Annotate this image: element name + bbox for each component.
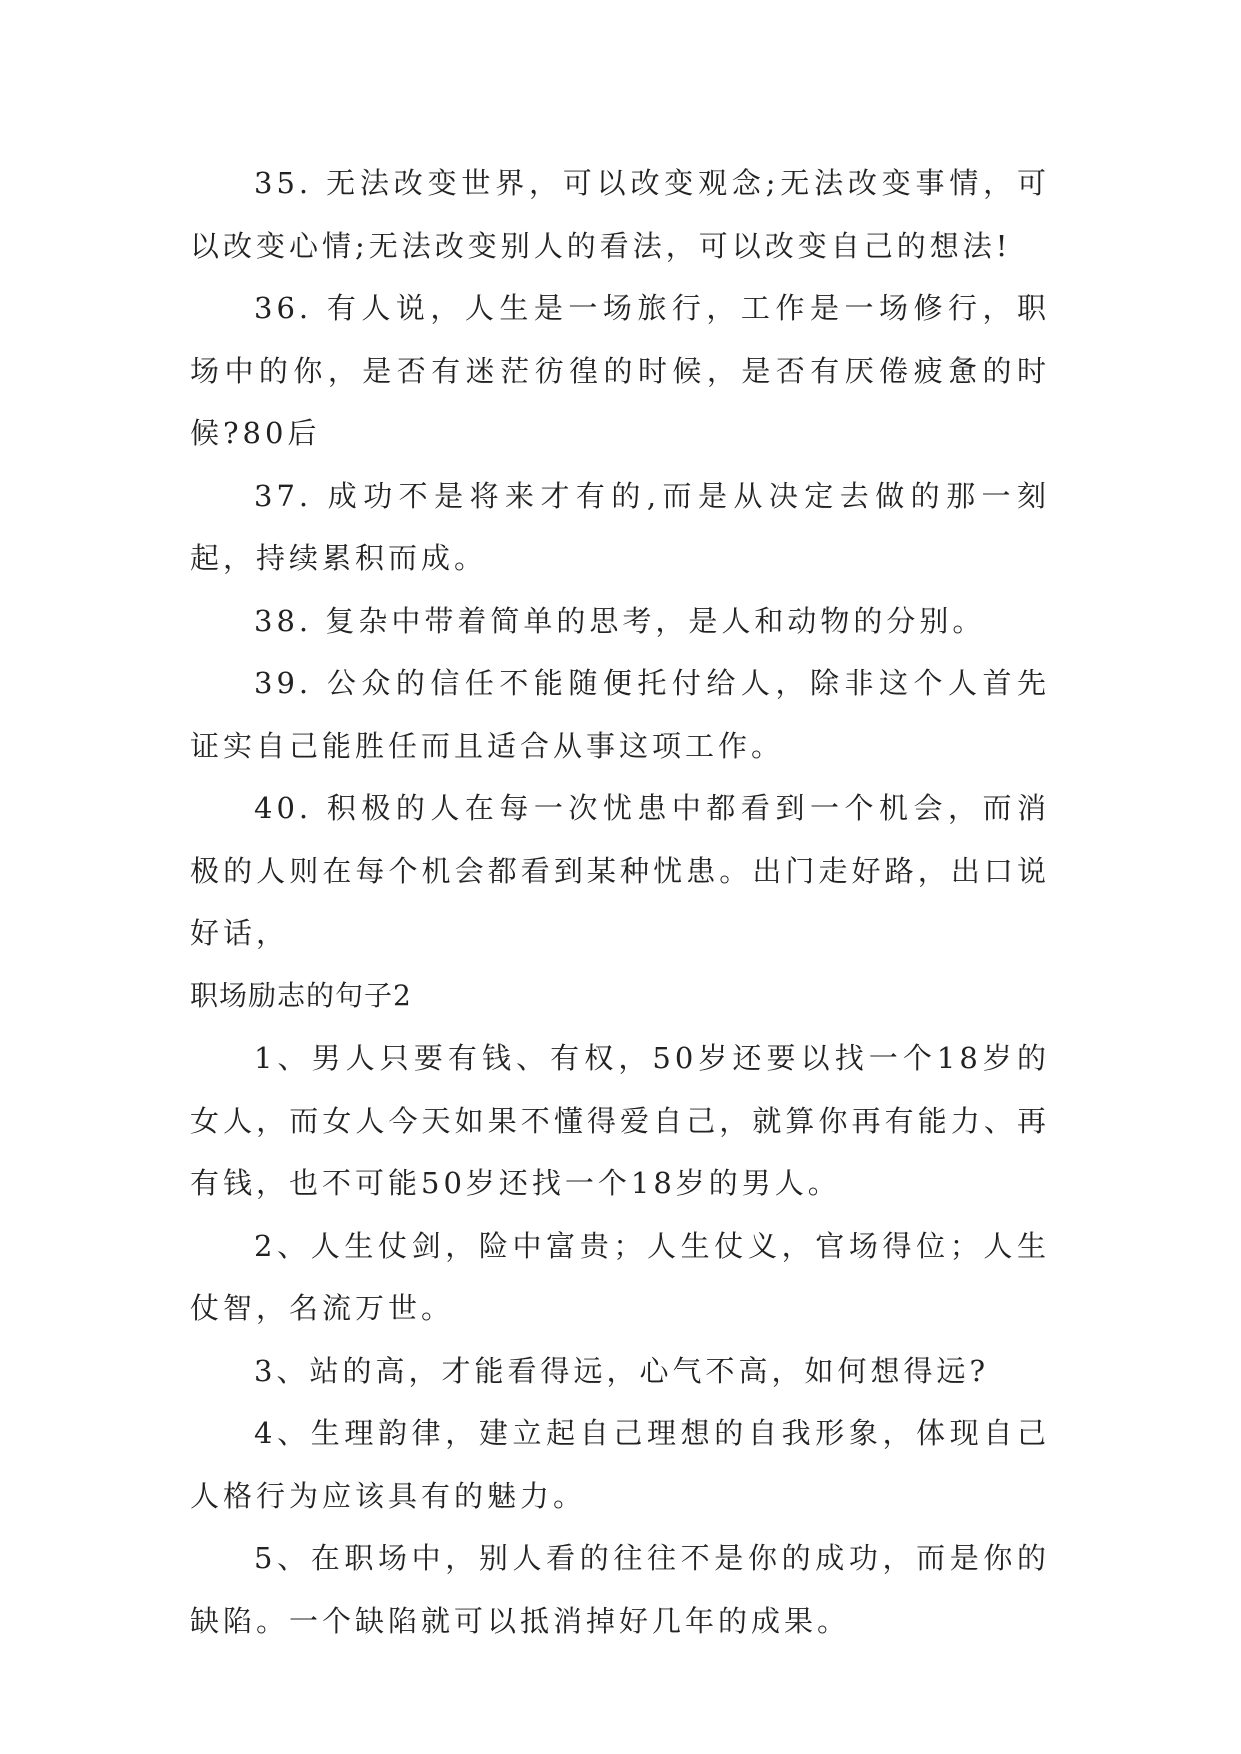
paragraph-35: 35. 无法改变世界，可以改变观念;无法改变事情，可以改变心情;无法改变别人的看法，可以改变自己的想法! (190, 166, 1050, 263)
paragraph-39: 39. 公众的信任不能随便托付给人，除非这个人首先证实自己能胜任而且适合从事这项工作。 (190, 666, 1050, 763)
paragraph-37: 37. 成功不是将来才有的,而是从决定去做的那一刻起，持续累积而成。 (190, 478, 1050, 575)
section-heading: 职场励志的句子2 (190, 978, 412, 1012)
paragraph-3: 3、站的高，才能看得远，心气不高，如何想得远? (254, 1353, 989, 1388)
paragraph-38: 38. 复杂中带着简单的思考，是人和动物的分别。 (254, 603, 986, 638)
document-page (190, 152, 1050, 1652)
paragraph-2: 2、人生仗剑，险中富贵；人生仗义，官场得位；人生仗智，名流万世。 (190, 1228, 1050, 1325)
paragraph-40: 40. 积极的人在每一次忧患中都看到一个机会，而消极的人则在每个机会都看到某种忧患。出门走好路，出口说好话， (190, 791, 1050, 950)
paragraph-5: 5、在职场中，别人看的往往不是你的成功，而是你的缺陷。一个缺陷就可以抵消掉好几年的成果。 (190, 1541, 1050, 1638)
paragraph-1: 1、男人只要有钱、有权，50岁还要以找一个18岁的女人，而女人今天如果不懂得爱自己，就算你再有能力、再有钱，也不可能50岁还找一个18岁的男人。 (190, 1041, 1050, 1200)
paragraph-4: 4、生理韵律，建立起自己理想的自我形象，体现自己人格行为应该具有的魅力。 (190, 1416, 1050, 1513)
paragraph-36: 36. 有人说，人生是一场旅行，工作是一场修行，职场中的你，是否有迷茫彷徨的时候，是否有厌倦疲惫的时候?80后 (190, 291, 1050, 450)
